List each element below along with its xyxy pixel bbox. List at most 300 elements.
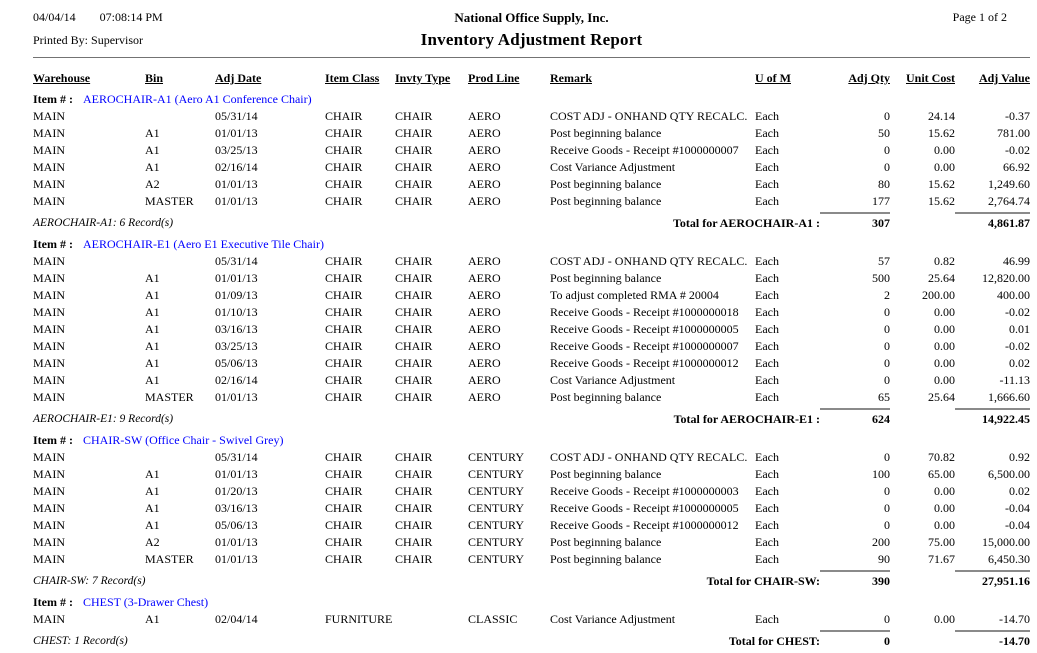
cell-item-class: CHAIR — [325, 373, 363, 387]
group-total-spacer — [890, 630, 955, 650]
cell-unit-cost: 0.00 — [934, 518, 955, 532]
column-header-adj-value: Adj Value — [978, 71, 1030, 85]
cell-invty-type: CHAIR — [395, 535, 433, 549]
cell-item-class: CHAIR — [325, 288, 363, 302]
cell-u-of-m: Each — [755, 305, 779, 319]
table-row — [33, 449, 1030, 466]
table-row — [33, 304, 1030, 321]
header-divider — [33, 57, 1030, 58]
table-row — [33, 466, 1030, 483]
cell-warehouse: MAIN — [33, 177, 65, 191]
cell-invty-type: CHAIR — [395, 143, 433, 157]
group-total-qty: 0 — [820, 630, 890, 650]
cell-u-of-m: Each — [755, 143, 779, 157]
cell-prod-line: AERO — [468, 322, 501, 336]
cell-item-class: CHAIR — [325, 339, 363, 353]
cell-unit-cost: 0.00 — [934, 373, 955, 387]
cell-prod-line: AERO — [468, 109, 501, 123]
cell-u-of-m: Each — [755, 126, 779, 140]
table-row — [33, 611, 1030, 628]
cell-bin: A1 — [145, 126, 160, 140]
group-total-qty: 624 — [820, 408, 890, 428]
item-number-label: Item # : — [33, 92, 73, 106]
cell-adj-date: 03/25/13 — [215, 339, 258, 353]
cell-invty-type: CHAIR — [395, 339, 433, 353]
cell-adj-qty: 100 — [872, 467, 890, 481]
cell-item-class: CHAIR — [325, 467, 363, 481]
cell-unit-cost: 200.00 — [922, 288, 955, 302]
cell-prod-line: AERO — [468, 339, 501, 353]
column-header-row — [33, 70, 1030, 87]
cell-adj-value: 12,820.00 — [982, 271, 1030, 285]
cell-u-of-m: Each — [755, 535, 779, 549]
cell-adj-qty: 57 — [878, 254, 890, 268]
item-link[interactable]: AEROCHAIR-A1 (Aero A1 Conference Chair) — [82, 92, 312, 106]
cell-adj-qty: 0 — [884, 612, 890, 626]
cell-item-class: CHAIR — [325, 109, 363, 123]
cell-invty-type: CHAIR — [395, 177, 433, 191]
column-header-bin: Bin — [145, 71, 164, 85]
cell-adj-value: -0.04 — [1005, 501, 1030, 515]
cell-bin: MASTER — [145, 552, 194, 566]
cell-prod-line: AERO — [468, 305, 501, 319]
cell-adj-value: -11.13 — [999, 373, 1030, 387]
cell-item-class: CHAIR — [325, 254, 363, 268]
cell-adj-date: 01/01/13 — [215, 467, 258, 481]
cell-remark: Receive Goods - Receipt #1000000018 — [550, 305, 739, 319]
cell-remark: Post beginning balance — [550, 126, 662, 140]
cell-adj-value: -0.02 — [1005, 143, 1030, 157]
report-header — [33, 10, 1030, 50]
cell-adj-value: 66.92 — [1003, 160, 1030, 174]
group-summary-row — [33, 570, 1030, 590]
cell-item-class: CHAIR — [325, 177, 363, 191]
cell-prod-line: AERO — [468, 160, 501, 174]
cell-adj-value: 400.00 — [997, 288, 1030, 302]
cell-adj-value: 0.92 — [1009, 450, 1030, 464]
cell-adj-date: 05/31/14 — [215, 450, 258, 464]
group-total-label: Total for CHAIR-SW: — [706, 574, 820, 588]
cell-prod-line: CLASSIC — [468, 612, 518, 626]
cell-u-of-m: Each — [755, 160, 779, 174]
cell-item-class: CHAIR — [325, 450, 363, 464]
cell-adj-value: 781.00 — [997, 126, 1030, 140]
cell-u-of-m: Each — [755, 254, 779, 268]
cell-unit-cost: 15.62 — [928, 194, 955, 208]
report-title-block — [283, 10, 780, 50]
cell-warehouse: MAIN — [33, 373, 65, 387]
cell-unit-cost: 15.62 — [928, 177, 955, 191]
cell-item-class: CHAIR — [325, 390, 363, 404]
cell-bin: A2 — [145, 535, 160, 549]
cell-bin: A1 — [145, 501, 160, 515]
cell-adj-qty: 2 — [884, 288, 890, 302]
cell-adj-date: 01/01/13 — [215, 552, 258, 566]
column-header-warehouse: Warehouse — [33, 71, 91, 85]
group-total-value: -14.70 — [955, 630, 1030, 650]
cell-adj-value: 15,000.00 — [982, 535, 1030, 549]
cell-unit-cost: 15.62 — [928, 126, 955, 140]
cell-adj-qty: 90 — [878, 552, 890, 566]
column-header-adj-date: Adj Date — [215, 71, 262, 85]
cell-prod-line: CENTURY — [468, 450, 525, 464]
cell-item-class: CHAIR — [325, 126, 363, 140]
cell-unit-cost: 24.14 — [928, 109, 955, 123]
cell-invty-type: CHAIR — [395, 288, 433, 302]
report-body — [33, 91, 1030, 650]
cell-u-of-m: Each — [755, 450, 779, 464]
cell-remark: Post beginning balance — [550, 271, 662, 285]
group-total-value: 4,861.87 — [955, 212, 1030, 232]
printed-by — [33, 33, 283, 48]
cell-adj-qty: 0 — [884, 450, 890, 464]
cell-invty-type — [395, 611, 468, 628]
cell-bin: A1 — [145, 143, 160, 157]
cell-warehouse: MAIN — [33, 501, 65, 515]
cell-remark: Post beginning balance — [550, 552, 662, 566]
table-row — [33, 270, 1030, 287]
cell-prod-line: CENTURY — [468, 501, 525, 515]
cell-prod-line: CENTURY — [468, 467, 525, 481]
cell-warehouse: MAIN — [33, 254, 65, 268]
cell-invty-type: CHAIR — [395, 484, 433, 498]
item-number-label: Item # : — [33, 433, 73, 447]
cell-unit-cost: 0.00 — [934, 339, 955, 353]
cell-adj-value: 0.02 — [1009, 484, 1030, 498]
group-total-label: Total for CHEST: — [728, 634, 820, 648]
cell-adj-date: 05/31/14 — [215, 254, 258, 268]
cell-adj-date: 01/01/13 — [215, 535, 258, 549]
cell-warehouse: MAIN — [33, 552, 65, 566]
cell-warehouse: MAIN — [33, 271, 65, 285]
cell-adj-value: 2,764.74 — [988, 194, 1030, 208]
column-header-u-of-m: U of M — [755, 71, 791, 85]
cell-adj-qty: 0 — [884, 322, 890, 336]
table-row — [33, 534, 1030, 551]
cell-warehouse: MAIN — [33, 339, 65, 353]
cell-prod-line: AERO — [468, 254, 501, 268]
printed-by-label: Printed By: — [33, 33, 89, 47]
cell-warehouse: MAIN — [33, 305, 65, 319]
cell-remark: Receive Goods - Receipt #1000000005 — [550, 501, 739, 515]
cell-adj-value: 1,666.60 — [988, 390, 1030, 404]
cell-adj-qty: 0 — [884, 518, 890, 532]
cell-adj-qty: 0 — [884, 305, 890, 319]
cell-adj-value: -0.02 — [1005, 339, 1030, 353]
cell-remark: Post beginning balance — [550, 467, 662, 481]
item-link[interactable]: CHAIR-SW (Office Chair - Swivel Grey) — [82, 433, 284, 447]
table-row — [33, 142, 1030, 159]
cell-unit-cost: 0.00 — [934, 143, 955, 157]
cell-adj-value: 0.01 — [1009, 322, 1030, 336]
cell-warehouse: MAIN — [33, 288, 65, 302]
cell-adj-date: 02/16/14 — [215, 160, 258, 174]
cell-adj-qty: 200 — [872, 535, 890, 549]
group-total-spacer — [890, 570, 955, 590]
table-row — [33, 517, 1030, 534]
table-row — [33, 253, 1030, 270]
cell-adj-qty: 0 — [884, 356, 890, 370]
cell-remark: Cost Variance Adjustment — [550, 373, 676, 387]
cell-bin: A2 — [145, 177, 160, 191]
table-row — [33, 355, 1030, 372]
cell-unit-cost: 0.00 — [934, 356, 955, 370]
cell-invty-type: CHAIR — [395, 390, 433, 404]
cell-invty-type: CHAIR — [395, 356, 433, 370]
group-total-spacer — [890, 408, 955, 428]
cell-adj-date: 05/06/13 — [215, 356, 258, 370]
cell-adj-date: 05/06/13 — [215, 518, 258, 532]
cell-u-of-m: Each — [755, 194, 779, 208]
cell-prod-line: AERO — [468, 271, 501, 285]
cell-adj-date: 02/04/14 — [215, 612, 258, 626]
cell-bin — [145, 253, 215, 270]
item-link[interactable]: AEROCHAIR-E1 (Aero E1 Executive Tile Chair) — [82, 237, 324, 251]
cell-item-class: CHAIR — [325, 143, 363, 157]
cell-remark: Receive Goods - Receipt #1000000007 — [550, 143, 739, 157]
cell-adj-date: 01/01/13 — [215, 177, 258, 191]
table-row — [33, 338, 1030, 355]
cell-adj-qty: 0 — [884, 109, 890, 123]
cell-adj-value: -0.02 — [1005, 305, 1030, 319]
cell-warehouse: MAIN — [33, 390, 65, 404]
print-meta — [33, 10, 283, 48]
cell-unit-cost: 0.00 — [934, 612, 955, 626]
cell-unit-cost: 71.67 — [928, 552, 955, 566]
cell-bin: A1 — [145, 160, 160, 174]
cell-u-of-m: Each — [755, 612, 779, 626]
item-group — [33, 236, 1030, 428]
cell-bin: A1 — [145, 288, 160, 302]
cell-item-class: CHAIR — [325, 194, 363, 208]
item-number-line — [33, 432, 1030, 449]
group-total-qty: 390 — [820, 570, 890, 590]
cell-remark: COST ADJ - ONHAND QTY RECALC. — [550, 450, 748, 464]
group-total-value: 14,922.45 — [955, 408, 1030, 428]
group-summary-row — [33, 408, 1030, 428]
cell-bin: A1 — [145, 484, 160, 498]
table-row — [33, 500, 1030, 517]
cell-invty-type: CHAIR — [395, 254, 433, 268]
cell-warehouse: MAIN — [33, 126, 65, 140]
cell-prod-line: AERO — [468, 126, 501, 140]
cell-u-of-m: Each — [755, 339, 779, 353]
cell-adj-qty: 500 — [872, 271, 890, 285]
cell-invty-type: CHAIR — [395, 467, 433, 481]
cell-invty-type: CHAIR — [395, 322, 433, 336]
cell-remark: Receive Goods - Receipt #1000000003 — [550, 484, 739, 498]
cell-item-class: CHAIR — [325, 552, 363, 566]
cell-u-of-m: Each — [755, 356, 779, 370]
cell-adj-date: 01/01/13 — [215, 194, 258, 208]
cell-item-class: CHAIR — [325, 322, 363, 336]
company-name: National Office Supply, Inc. — [454, 10, 609, 25]
cell-u-of-m: Each — [755, 518, 779, 532]
cell-unit-cost: 25.64 — [928, 390, 955, 404]
cell-remark: Receive Goods - Receipt #1000000012 — [550, 518, 739, 532]
cell-adj-value: 6,500.00 — [988, 467, 1030, 481]
cell-remark: Post beginning balance — [550, 177, 662, 191]
cell-adj-qty: 80 — [878, 177, 890, 191]
table-row — [33, 108, 1030, 125]
cell-item-class: FURNITURE — [325, 612, 393, 626]
cell-adj-qty: 0 — [884, 160, 890, 174]
print-date: 04/04/14 — [33, 10, 76, 24]
cell-u-of-m: Each — [755, 390, 779, 404]
cell-prod-line: CENTURY — [468, 552, 525, 566]
cell-u-of-m: Each — [755, 552, 779, 566]
cell-warehouse: MAIN — [33, 450, 65, 464]
cell-adj-qty: 50 — [878, 126, 890, 140]
cell-item-class: CHAIR — [325, 356, 363, 370]
cell-prod-line: AERO — [468, 143, 501, 157]
table-row — [33, 193, 1030, 210]
cell-prod-line: CENTURY — [468, 484, 525, 498]
cell-u-of-m: Each — [755, 467, 779, 481]
cell-remark: Receive Goods - Receipt #1000000007 — [550, 339, 739, 353]
cell-prod-line: AERO — [468, 390, 501, 404]
cell-warehouse: MAIN — [33, 322, 65, 336]
cell-prod-line: AERO — [468, 356, 501, 370]
cell-u-of-m: Each — [755, 501, 779, 515]
cell-invty-type: CHAIR — [395, 518, 433, 532]
cell-remark: Post beginning balance — [550, 535, 662, 549]
group-total-spacer — [890, 212, 955, 232]
cell-item-class: CHAIR — [325, 271, 363, 285]
cell-warehouse: MAIN — [33, 160, 65, 174]
column-header-adj-qty: Adj Qty — [848, 71, 890, 85]
table-row — [33, 483, 1030, 500]
report-title: Inventory Adjustment Report — [420, 30, 643, 49]
cell-u-of-m: Each — [755, 109, 779, 123]
cell-adj-date: 03/16/13 — [215, 501, 258, 515]
item-group — [33, 432, 1030, 590]
cell-adj-date: 02/16/14 — [215, 373, 258, 387]
cell-unit-cost: 0.00 — [934, 322, 955, 336]
cell-bin: MASTER — [145, 194, 194, 208]
cell-bin: A1 — [145, 467, 160, 481]
cell-adj-date: 03/16/13 — [215, 322, 258, 336]
cell-bin: A1 — [145, 339, 160, 353]
cell-invty-type: CHAIR — [395, 552, 433, 566]
table-row — [33, 159, 1030, 176]
item-number-label: Item # : — [33, 237, 73, 251]
cell-item-class: CHAIR — [325, 160, 363, 174]
cell-invty-type: CHAIR — [395, 271, 433, 285]
group-total-value: 27,951.16 — [955, 570, 1030, 590]
cell-bin: MASTER — [145, 390, 194, 404]
cell-remark: Post beginning balance — [550, 390, 662, 404]
cell-u-of-m: Each — [755, 177, 779, 191]
column-header-unit-cost: Unit Cost — [905, 71, 955, 85]
item-group — [33, 594, 1030, 650]
cell-prod-line: AERO — [468, 194, 501, 208]
item-number-line — [33, 594, 1030, 611]
item-number-label: Item # : — [33, 595, 73, 609]
record-count: AEROCHAIR-A1: 6 Record(s) — [33, 217, 174, 229]
cell-adj-value: 46.99 — [1003, 254, 1030, 268]
cell-remark: Receive Goods - Receipt #1000000012 — [550, 356, 739, 370]
cell-item-class: CHAIR — [325, 305, 363, 319]
cell-adj-date: 01/10/13 — [215, 305, 258, 319]
cell-prod-line: CENTURY — [468, 535, 525, 549]
cell-adj-value: 6,450.30 — [988, 552, 1030, 566]
cell-u-of-m: Each — [755, 271, 779, 285]
cell-warehouse: MAIN — [33, 612, 65, 626]
cell-remark: COST ADJ - ONHAND QTY RECALC. — [550, 254, 748, 268]
cell-invty-type: CHAIR — [395, 126, 433, 140]
cell-adj-value: -0.37 — [1005, 109, 1030, 123]
cell-prod-line: CENTURY — [468, 518, 525, 532]
cell-invty-type: CHAIR — [395, 194, 433, 208]
cell-adj-qty: 177 — [872, 194, 890, 208]
cell-bin: A1 — [145, 305, 160, 319]
group-total-label: Total for AEROCHAIR-E1 : — [673, 412, 820, 426]
cell-adj-qty: 65 — [878, 390, 890, 404]
cell-unit-cost: 0.00 — [934, 305, 955, 319]
cell-adj-value: -14.70 — [999, 612, 1030, 626]
cell-unit-cost: 75.00 — [928, 535, 955, 549]
cell-adj-date: 01/01/13 — [215, 271, 258, 285]
cell-warehouse: MAIN — [33, 484, 65, 498]
cell-unit-cost: 65.00 — [928, 467, 955, 481]
cell-remark: Cost Variance Adjustment — [550, 612, 676, 626]
record-count: CHAIR-SW: 7 Record(s) — [33, 575, 146, 587]
cell-unit-cost: 25.64 — [928, 271, 955, 285]
cell-item-class: CHAIR — [325, 484, 363, 498]
cell-remark: Post beginning balance — [550, 194, 662, 208]
cell-bin: A1 — [145, 356, 160, 370]
cell-unit-cost: 70.82 — [928, 450, 955, 464]
cell-invty-type: CHAIR — [395, 109, 433, 123]
cell-warehouse: MAIN — [33, 143, 65, 157]
cell-prod-line: AERO — [468, 288, 501, 302]
record-count: CHEST: 1 Record(s) — [33, 635, 128, 647]
cell-warehouse: MAIN — [33, 109, 65, 123]
cell-bin: A1 — [145, 373, 160, 387]
cell-invty-type: CHAIR — [395, 501, 433, 515]
item-link[interactable]: CHEST (3-Drawer Chest) — [82, 595, 209, 609]
group-summary-row — [33, 630, 1030, 650]
cell-adj-qty: 0 — [884, 373, 890, 387]
table-row — [33, 372, 1030, 389]
cell-adj-value: -0.04 — [1005, 518, 1030, 532]
cell-prod-line: AERO — [468, 373, 501, 387]
cell-adj-date: 03/25/13 — [215, 143, 258, 157]
cell-unit-cost: 0.00 — [934, 484, 955, 498]
table-row — [33, 125, 1030, 142]
cell-invty-type: CHAIR — [395, 450, 433, 464]
cell-bin — [145, 449, 215, 466]
cell-adj-date: 01/20/13 — [215, 484, 258, 498]
item-number-line — [33, 236, 1030, 253]
print-date-time — [33, 10, 283, 25]
cell-warehouse: MAIN — [33, 535, 65, 549]
cell-bin: A1 — [145, 271, 160, 285]
cell-remark: COST ADJ - ONHAND QTY RECALC. — [550, 109, 748, 123]
table-row — [33, 551, 1030, 568]
column-header-remark: Remark — [550, 71, 592, 85]
cell-u-of-m: Each — [755, 373, 779, 387]
cell-adj-qty: 0 — [884, 501, 890, 515]
table-row — [33, 321, 1030, 338]
record-count: AEROCHAIR-E1: 9 Record(s) — [33, 413, 174, 425]
cell-invty-type: CHAIR — [395, 373, 433, 387]
cell-unit-cost: 0.82 — [934, 254, 955, 268]
table-row — [33, 389, 1030, 406]
cell-bin: A1 — [145, 518, 160, 532]
cell-warehouse: MAIN — [33, 467, 65, 481]
